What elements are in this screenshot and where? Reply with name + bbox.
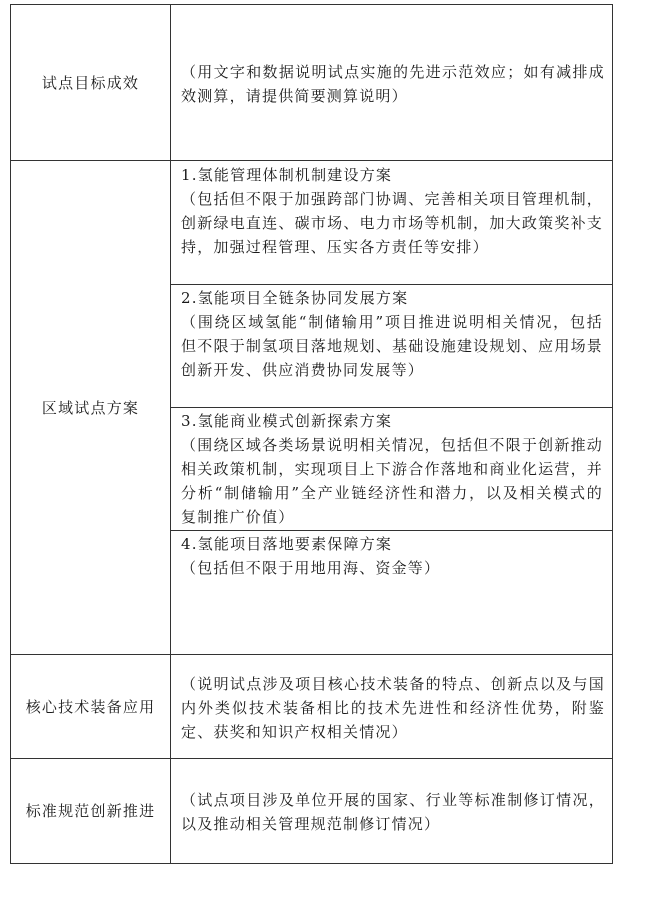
region-section-2 [181,286,603,382]
section-2-desc: （围绕区域氢能“制储输用”项目推进说明相关情况，包括但不限于制氢项目落地规划、基础设施建设规划、应用场景创新开发、供应消费协同发展等） [181,313,603,379]
tech-content: （说明试点涉及项目核心技术装备的特点、创新点以及与国内外类似技术装备相比的技术先进性和经济性优势，附鉴定、获奖和知识产权相关情况） [181,675,605,741]
table-border-right [612,4,613,864]
section-divider-3 [170,530,613,531]
region-section-3 [181,409,603,529]
region-section-4 [181,532,603,580]
region-section-1 [181,163,603,259]
table-border-bottom [10,863,613,864]
goal-content: （用文字和数据说明试点实施的先进示范效应；如有减排成效测算，请提供简要测算说明） [181,63,605,105]
section-divider-1 [170,284,613,285]
column-divider [170,4,171,864]
tech-label: 核心技术装备应用 [25,697,156,716]
section-2-title: 2.氢能项目全链条协同发展方案 [181,289,409,307]
region-label: 区域试点方案 [41,398,140,417]
section-1-desc: （包括但不限于加强跨部门协调、完善相关项目管理机制，创新绿电直连、碳市场、电力市场等机制，加大政策奖补支持，加强过程管理、压实各方责任等安排） [181,190,603,256]
standard-content: （试点项目涉及单位开展的国家、行业等标准制修订情况，以及推动相关管理规范制修订情况） [181,791,605,833]
section-3-desc: （围绕区域各类场景说明相关情况，包括但不限于创新推动相关政策机制，实现项目上下游合作落地和商业化运营，并分析“制储输用”全产业链经济性和潜力，以及相关模式的复制推广价值） [181,436,603,526]
section-divider-2 [170,407,613,408]
goal-label: 试点目标成效 [41,73,140,92]
standard-label: 标准规范创新推进 [25,802,156,820]
section-4-desc: （包括但不限于用地用海、资金等） [181,559,441,577]
section-4-title: 4.氢能项目落地要素保障方案 [181,535,393,553]
section-3-title: 3.氢能商业模式创新探索方案 [181,412,393,430]
section-1-title: 1.氢能管理体制机制建设方案 [181,166,393,184]
